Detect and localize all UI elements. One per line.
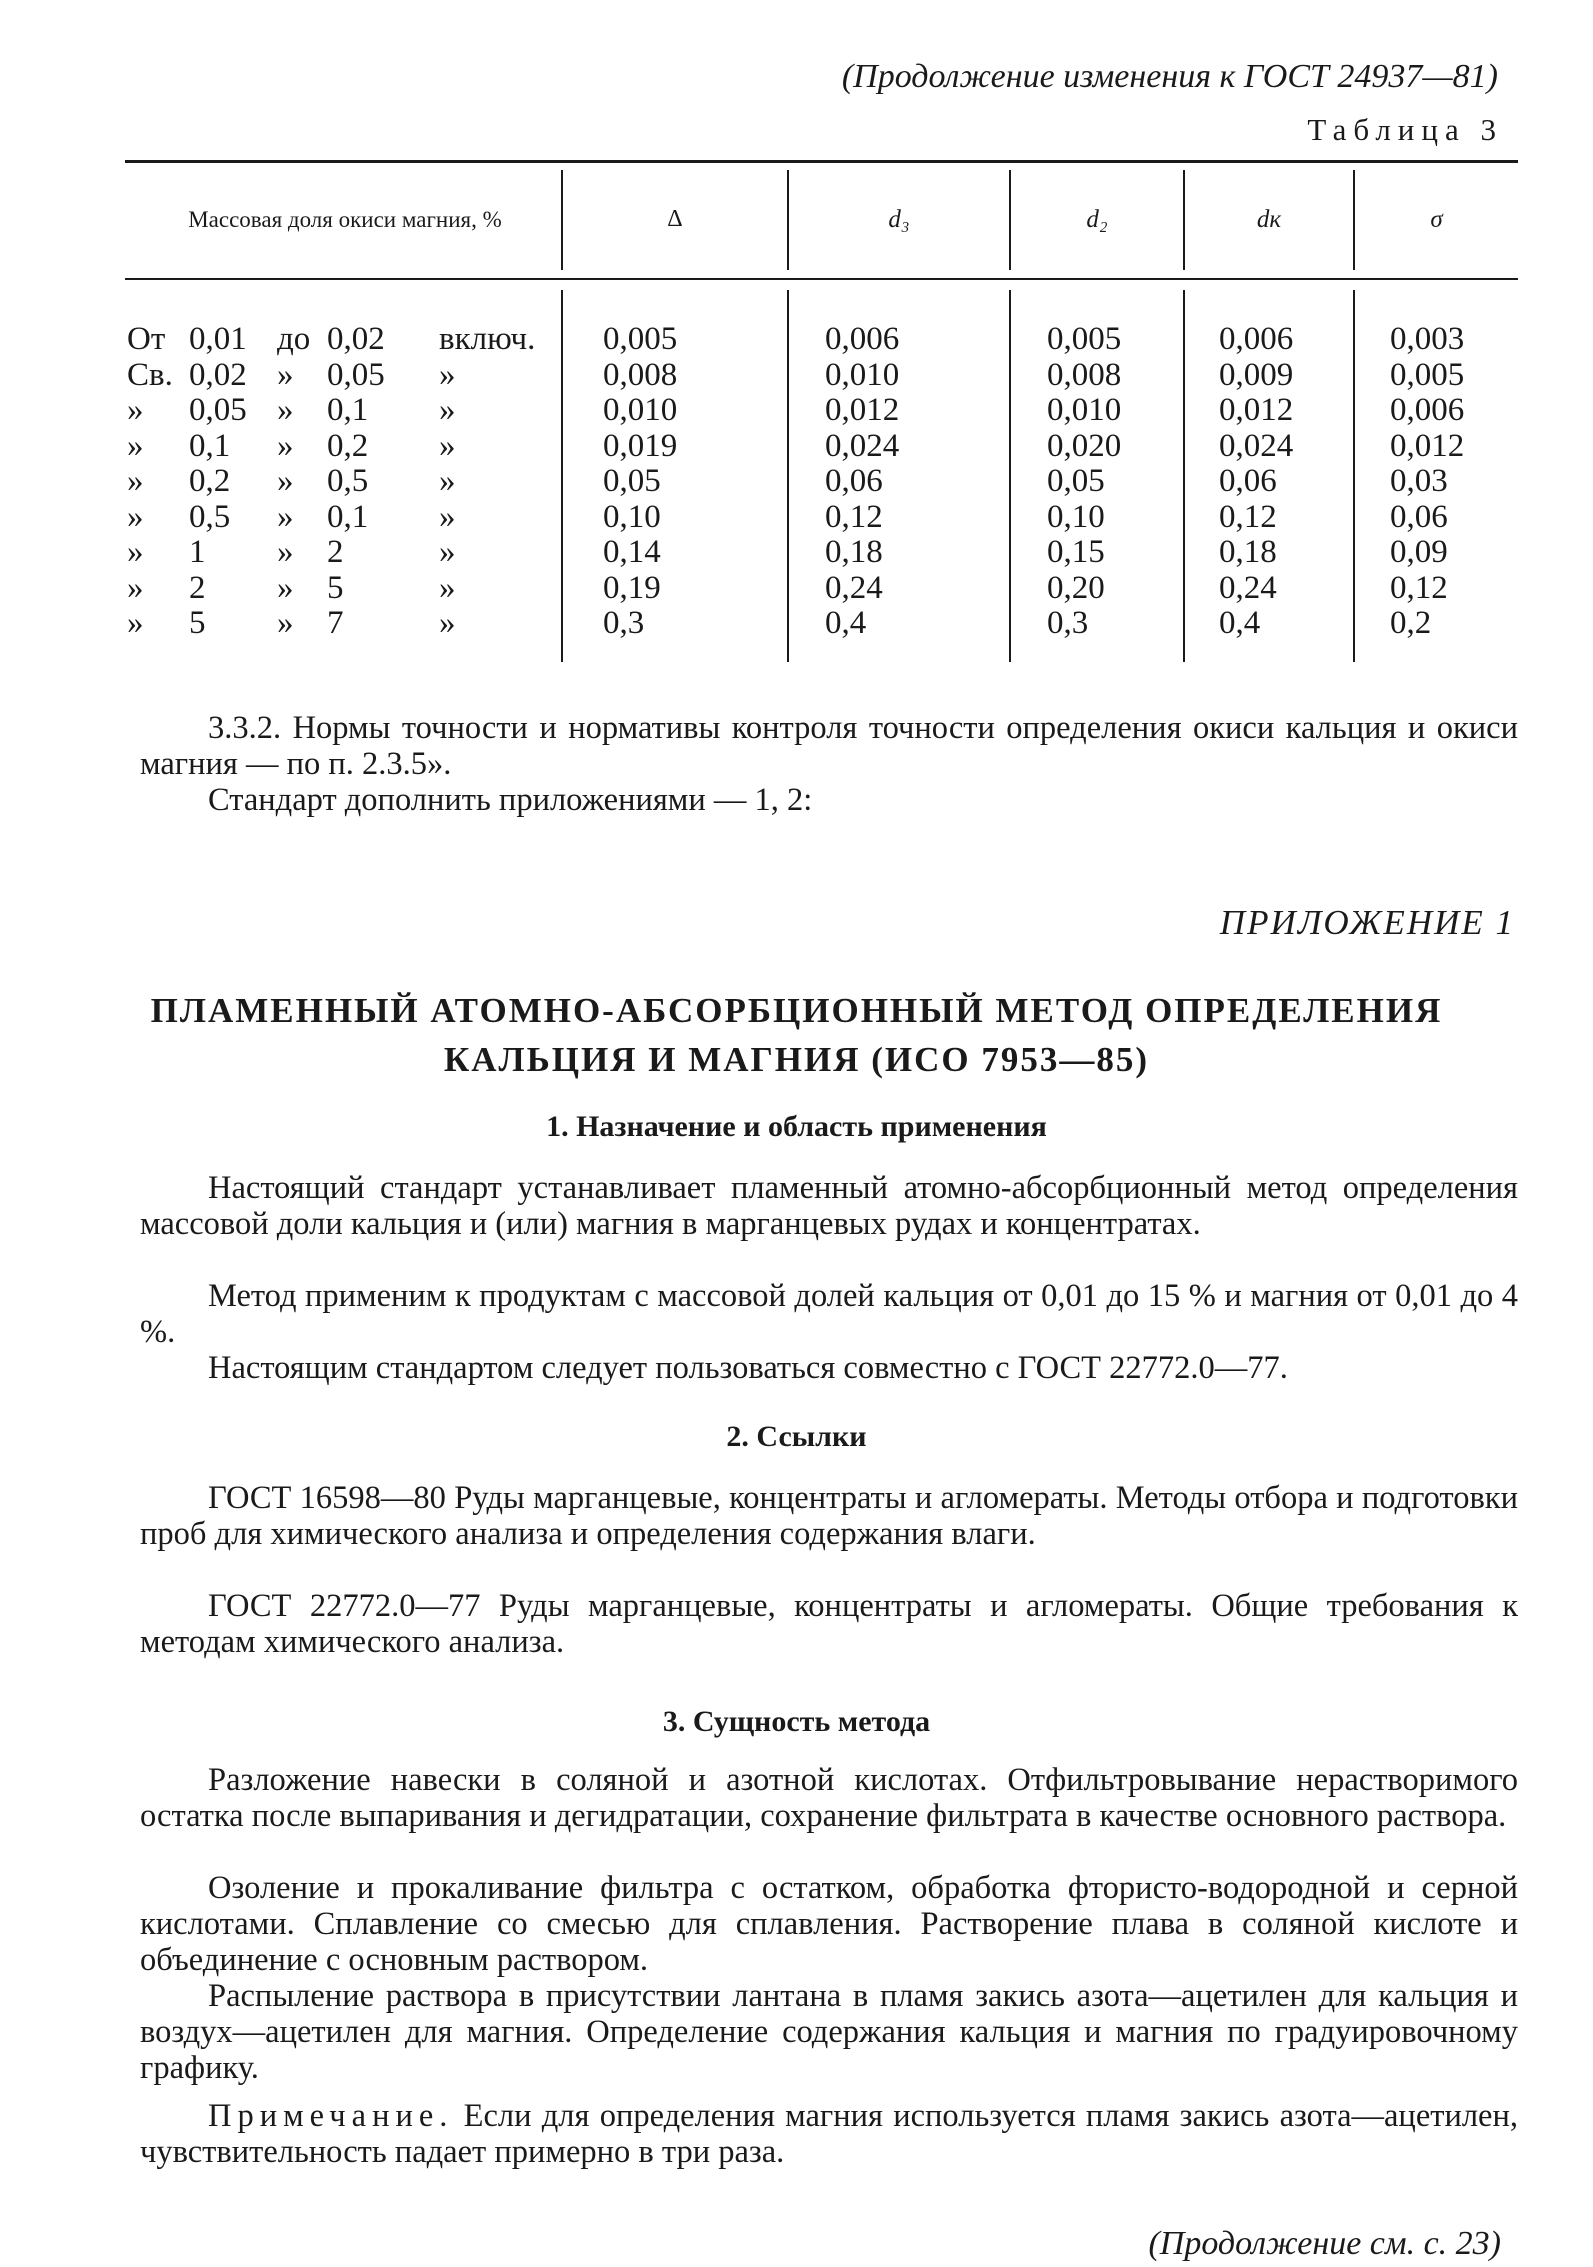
range-part: » [439, 356, 456, 393]
sigma-column [1390, 322, 1464, 642]
range-row [127, 429, 549, 465]
range-part: » [439, 569, 456, 606]
d2-cell: 0,10 [1047, 498, 1105, 535]
body-divider [1183, 290, 1185, 662]
delta-cell: 0,019 [603, 427, 678, 464]
delta-cell: 0,010 [603, 392, 678, 428]
d3-cell: 0,24 [825, 569, 883, 606]
range-part: 5 [327, 569, 344, 606]
sigma-cell: 0,012 [1390, 427, 1465, 464]
range-part: » [127, 605, 144, 641]
d2-cell: 0,020 [1047, 427, 1122, 464]
range-part: 0,1 [189, 427, 231, 464]
d3-cell: 0,18 [825, 534, 883, 570]
delta-cell: 0,10 [603, 498, 661, 535]
dk-cell: 0,06 [1219, 463, 1277, 499]
paragraph-3-3-2: 3.3.2. Нормы точности и нормативы контроля точности определения окиси кальция и окиси магния — по п. 2.3.5». [140, 710, 1518, 782]
range-row [127, 500, 549, 536]
header-d3: d₃ [888, 205, 910, 233]
d2-cell: 0,3 [1047, 605, 1089, 641]
table-label: Таблица 3 [1307, 112, 1503, 147]
header-delta: Δ [667, 206, 683, 233]
range-part: 0,1 [327, 392, 369, 428]
range-part: » [277, 534, 294, 570]
range-part: » [439, 605, 456, 641]
range-part: 0,5 [189, 498, 231, 535]
table-top-rule [125, 160, 1518, 163]
sigma-cell: 0,003 [1390, 321, 1465, 357]
range-part: 0,1 [327, 498, 369, 535]
range-part: 0,05 [327, 356, 385, 393]
range-part: 2 [189, 569, 206, 606]
delta-cell: 0,05 [603, 463, 661, 499]
range-part: » [439, 498, 456, 535]
range-part: » [127, 427, 144, 464]
section-1-paragraph-3: Настоящим стандартом следует пользоваться совместно с ГОСТ 22772.0—77. [208, 1350, 1288, 1386]
d3-cell: 0,012 [825, 392, 900, 428]
header-sigma: σ [1430, 205, 1443, 233]
appendix-title-line-2: КАЛЬЦИЯ И МАГНИЯ (ИСО 7953—85) [443, 1040, 1150, 1079]
d3-cell: 0,12 [825, 498, 883, 535]
section-2-paragraph-1: ГОСТ 16598—80 Руды марганцевые, концентраты и агломераты. Методы отбора и подготовки проб для химического анализа и определения содержания влаги. [140, 1480, 1518, 1552]
range-row [127, 358, 549, 394]
d3-cell: 0,010 [825, 356, 900, 393]
range-part: 0,5 [327, 463, 369, 499]
range-part: » [277, 605, 294, 641]
paragraph-standard-supplement: Стандарт дополнить приложениями — 1, 2: [208, 782, 813, 818]
range-row [127, 535, 549, 571]
d2-cell: 0,05 [1047, 463, 1105, 499]
range-part: » [439, 463, 456, 499]
range-part: 1 [189, 534, 206, 570]
note-label: Примечание. [208, 2098, 454, 2134]
range-part: » [277, 498, 294, 535]
sigma-cell: 0,03 [1390, 463, 1448, 499]
range-part: » [439, 534, 456, 570]
section-1-paragraph-1: Настоящий стандарт устанавливает пламенный атомно-абсорбционный метод определения массовой доли кальция и (или) магния в марганцевых рудах и концентратах. [140, 1170, 1518, 1242]
range-part: 0,01 [189, 321, 247, 357]
dk-cell: 0,12 [1219, 498, 1277, 535]
continuation-footer: (Продолжение см. с. 23) [1148, 2225, 1501, 2262]
range-part: 0,2 [189, 463, 231, 499]
range-part: включ. [439, 321, 536, 357]
d2-cell: 0,008 [1047, 356, 1122, 393]
range-row [127, 464, 549, 500]
range-part: 7 [327, 605, 344, 641]
delta-cell: 0,14 [603, 534, 661, 570]
continuation-header: (Продолжение изменения к ГОСТ 24937—81) [841, 58, 1498, 95]
range-part: » [439, 427, 456, 464]
range-part: до [277, 321, 311, 357]
range-part: » [127, 463, 144, 499]
d2-cell: 0,20 [1047, 569, 1105, 606]
sigma-cell: 0,005 [1390, 356, 1465, 393]
section-3-paragraph-2: Озоление и прокаливание фильтра с остатком, обработка фтористо-водородной и серной кислотами. Сплавление со смесью для сплавления. Растворение плава в соляной кислоте и объединение с основным раствором. [140, 1870, 1518, 1978]
d3-cell: 0,024 [825, 427, 900, 464]
header-dk: dк [1256, 205, 1282, 233]
range-part: 0,02 [189, 356, 247, 393]
d2-column [1047, 322, 1121, 642]
range-column [127, 322, 549, 642]
range-part: » [439, 392, 456, 428]
section-3-paragraph-3: Распыление раствора в присутствии лантана в пламя закись азота—ацетилен для кальция и воздух—ацетилен для магния. Определение содержания кальция и магния по градуировочному графику. [140, 1978, 1518, 2086]
range-part: » [127, 569, 144, 606]
range-part: 0,2 [327, 427, 369, 464]
d3-cell: 0,06 [825, 463, 883, 499]
range-part: » [277, 569, 294, 606]
dk-cell: 0,18 [1219, 534, 1277, 570]
range-row [127, 322, 549, 358]
range-part: От [127, 321, 166, 357]
range-part: » [277, 427, 294, 464]
appendix-label: ПРИЛОЖЕНИЕ 1 [1219, 903, 1515, 942]
header-d2: d₂ [1086, 205, 1108, 233]
range-part: 2 [327, 534, 344, 570]
range-row [127, 393, 549, 429]
appendix-title-line-1: ПЛАМЕННЫЙ АТОМНО-АБСОРБЦИОННЫЙ МЕТОД ОПРЕДЕЛЕНИЯ [150, 991, 1443, 1030]
d2-cell: 0,005 [1047, 321, 1122, 357]
delta-cell: 0,19 [603, 569, 661, 606]
sigma-cell: 0,09 [1390, 534, 1448, 570]
table-header-rule [125, 278, 1518, 280]
section-3-heading: 3. Сущность метода [662, 1705, 931, 1738]
section-3-paragraph-1: Разложение навески в соляной и азотной кислотах. Отфильтровывание нерастворимого остатка после выпаривания и дегидратации, сохранение фильтрата в качестве основного раствора. [140, 1762, 1518, 1834]
range-part: » [127, 392, 144, 428]
section-2-paragraph-2: ГОСТ 22772.0—77 Руды марганцевые, концентраты и агломераты. Общие требования к методам химического анализа. [140, 1588, 1518, 1660]
sigma-cell: 0,12 [1390, 569, 1448, 606]
range-part: » [127, 498, 144, 535]
d3-cell: 0,4 [825, 605, 867, 641]
sigma-cell: 0,06 [1390, 498, 1448, 535]
range-part: » [127, 534, 144, 570]
delta-cell: 0,005 [603, 321, 678, 357]
delta-column [603, 322, 677, 642]
range-row [127, 571, 549, 607]
body-divider [787, 290, 789, 662]
range-part: » [277, 356, 294, 393]
dk-cell: 0,009 [1219, 356, 1294, 393]
delta-cell: 0,3 [603, 605, 645, 641]
range-part: 5 [189, 605, 206, 641]
range-row [127, 606, 549, 642]
range-part: » [277, 463, 294, 499]
d2-cell: 0,010 [1047, 392, 1122, 428]
dk-cell: 0,024 [1219, 427, 1294, 464]
section-2-heading: 2. Ссылки [726, 1420, 867, 1453]
dk-cell: 0,4 [1219, 605, 1261, 641]
data-table [125, 160, 1518, 670]
sigma-cell: 0,006 [1390, 392, 1465, 428]
section-1-paragraph-2: Метод применим к продуктам с массовой долей кальция от 0,01 до 15 % и магния от 0,01 до 4 %. [140, 1278, 1518, 1350]
d3-cell: 0,006 [825, 321, 900, 357]
d2-cell: 0,15 [1047, 534, 1105, 570]
dk-cell: 0,24 [1219, 569, 1277, 606]
body-divider [561, 290, 563, 662]
range-part: 0,05 [189, 392, 247, 428]
note [140, 2098, 1518, 2170]
body-divider [1353, 290, 1355, 662]
delta-cell: 0,008 [603, 356, 678, 393]
body-divider [1009, 290, 1011, 662]
sigma-cell: 0,2 [1390, 605, 1432, 641]
dk-cell: 0,012 [1219, 392, 1294, 428]
section-1-heading: 1. Назначение и область применения [546, 1110, 1047, 1143]
dk-column [1219, 322, 1293, 642]
range-part: » [277, 392, 294, 428]
dk-cell: 0,006 [1219, 321, 1294, 357]
note-text: Если для определения магния используется пламя закись азота—ацетилен, чувствительность падает примерно в три раза. [140, 2098, 1519, 2170]
range-part: 0,02 [327, 321, 385, 357]
d3-column [825, 322, 899, 642]
header-mass-fraction: Массовая доля окиси магния, % [188, 206, 502, 232]
range-part: Св. [127, 356, 173, 393]
